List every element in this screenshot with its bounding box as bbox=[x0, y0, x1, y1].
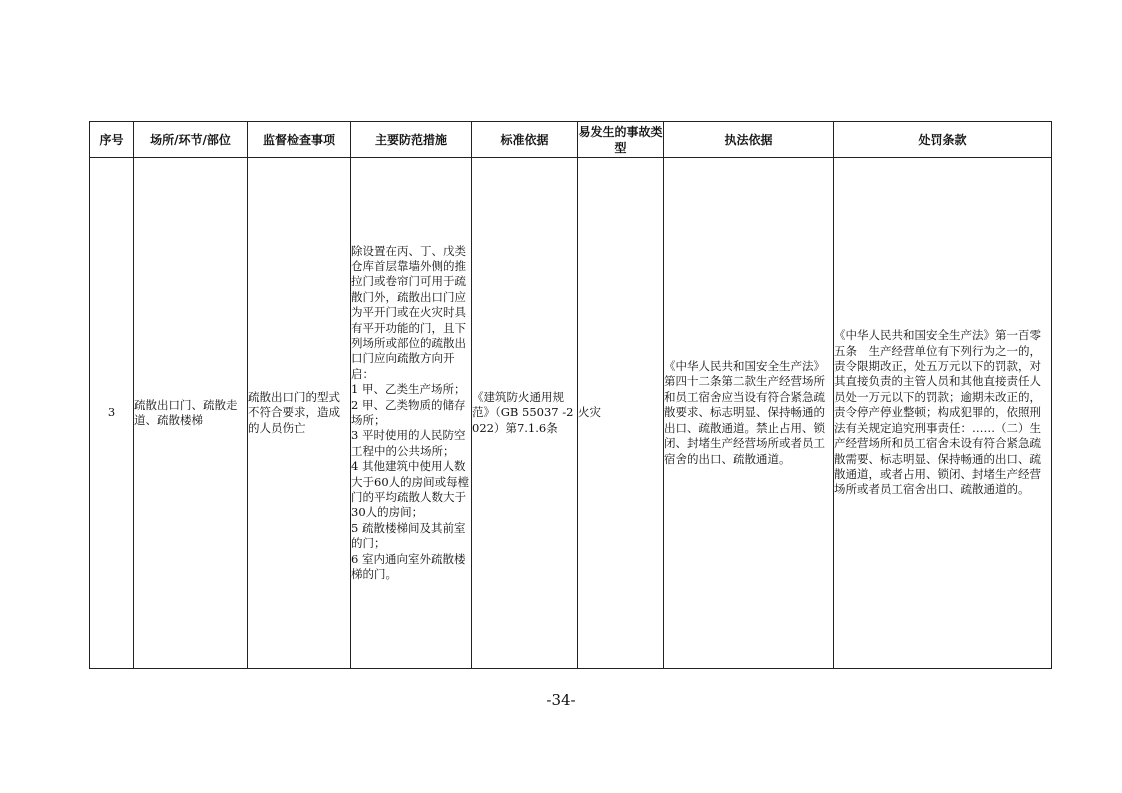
cell-law-basis: 《中华人民共和国安全生产法》第四十二条第二款生产经营场所和员工宿舍应当设有符合紧急疏散要求、标志明显、保持畅通的出口、疏散通道。禁止占用、锁闭、封堵生产经营场所或者员工宿舍的出口、疏散通道。 bbox=[664, 158, 834, 669]
cell-penalty-clause: 《中华人民共和国安全生产法》第一百零五条 生产经营单位有下列行为之一的，责令限期改正，处五万元以下的罚款，对其直接负责的主管人员和其他直接责任人员处一万元以下的罚款；逾期未改正的，责令停产停业整顿；构成犯罪的，依照刑法有关规定追究刑事责任：……（二）生产经营场所和员工宿舍未设有符合紧急疏散需要、标志明显、保持畅通的出口、疏散通道，或者占用、锁闭、封堵生产经营场所或者员工宿舍出口、疏散通道的。 bbox=[834, 158, 1052, 669]
header-inspection-item: 监督检查事项 bbox=[248, 122, 351, 158]
header-prevention-measures: 主要防范措施 bbox=[351, 122, 472, 158]
cell-accident-type: 火灾 bbox=[578, 158, 664, 669]
cell-prevention-measures: 除设置在丙、丁、戊类仓库首层靠墙外侧的推拉门或卷帘门可用于疏散门外，疏散出口门应为平开门或在火灾时具有平开功能的门，且下列场所或部位的疏散出口门应向疏散方向开启： 1 甲、乙类生产场所； 2 甲、乙类物质的储存场所； 3 平时使用的人民防空工程中的公共场所； 4 其他建筑中使用人数大于60人的房间或每樘门的平均疏散人数大于30人的房间； 5 疏散楼梯间及其前室的门； 6 室内通向室外疏散楼梯的门。 bbox=[351, 158, 472, 669]
header-penalty-clause: 处罚条款 bbox=[834, 122, 1052, 158]
regulation-table bbox=[89, 121, 1052, 669]
cell-inspection-item: 疏散出口门的型式不符合要求，造成的人员伤亡 bbox=[248, 158, 351, 669]
cell-standard-basis: 《建筑防火通用规范》（GB 55037 -2022）第7.1.6条 bbox=[472, 158, 578, 669]
cell-place: 疏散出口门、疏散走道、疏散楼梯 bbox=[134, 158, 248, 669]
table-row bbox=[90, 158, 1052, 669]
header-standard-basis: 标准依据 bbox=[472, 122, 578, 158]
table-header-row bbox=[90, 122, 1052, 158]
header-law-basis: 执法依据 bbox=[664, 122, 834, 158]
header-place: 场所/环节/部位 bbox=[134, 122, 248, 158]
header-no: 序号 bbox=[90, 122, 134, 158]
page-number: -34- bbox=[546, 691, 576, 709]
header-accident-type: 易发生的事故类型 bbox=[578, 122, 664, 158]
cell-no: 3 bbox=[90, 158, 134, 669]
